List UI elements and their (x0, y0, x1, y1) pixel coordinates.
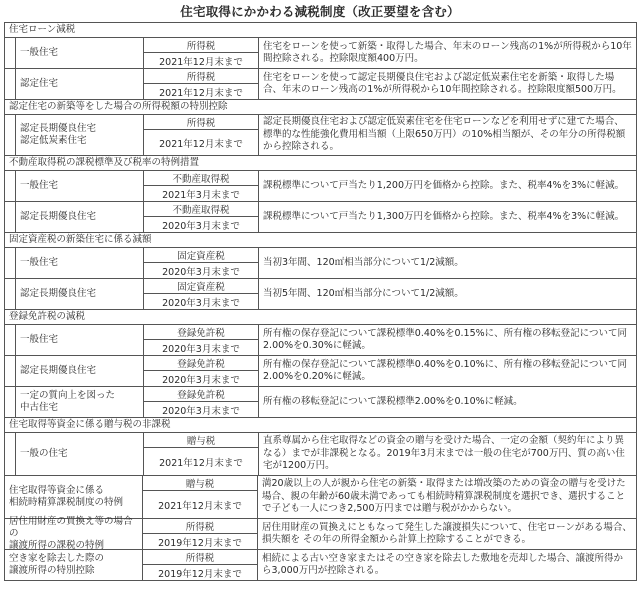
row-description: 居住用財産の買換えにともなって発生した譲渡損失について、住宅ローンがある場合、損失額を その年の所得金額から計算上控除することができる。 (262, 521, 632, 545)
table-row (5, 387, 636, 418)
tax-deadline: 2020年3月末まで (162, 297, 240, 309)
tax-name: 贈与税 (143, 476, 257, 491)
table-row (5, 248, 636, 279)
tax-deadline: 2019年12月末まで (158, 537, 242, 549)
row-name: 居住用財産の買換え等の場合の 譲渡所得の課税の特例 (5, 519, 143, 549)
row-name: 住宅取得等資金に係る 相続時精算課税制度の特例 (5, 476, 143, 518)
row-description: 当初3年間、120㎡相当部分について1/2減額。 (263, 256, 464, 268)
row-description: 相続による古い空き家またはその空き家を除去した敷地を売却した場合、譲渡所得から3,000万円が控除される。 (262, 552, 624, 576)
tax-deadline: 2021年12月末まで (159, 138, 243, 150)
row-description: 課税標準について戸当たり1,300万円を価格から控除。また、税率4%を3%に軽減。 (263, 210, 625, 222)
section-heading: 住宅ローン減税 (5, 23, 636, 38)
row-description: 当初5年間、120㎡相当部分について1/2減額。 (263, 287, 464, 299)
row-name: 空き家を除去した際の 譲渡所得の特別控除 (5, 550, 143, 580)
row-description: 所有権の保存登記について課税標準0.40%を0.10%に、所有権の移転登記について同2.00%を0.20%に軽減。 (263, 358, 627, 382)
section-heading: 認定住宅の新築等をした場合の所得税額の特別控除 (5, 100, 636, 115)
row-description: 課税標準について戸当たり1,200万円を価格から控除。また、税率4%を3%に軽減。 (263, 179, 625, 191)
table-row (5, 476, 636, 519)
tax-deadline: 2020年3月末まで (162, 405, 240, 417)
tax-deadline: 2021年3月末まで (162, 189, 240, 201)
tax-name: 所得税 (143, 519, 257, 534)
tax-name: 不動産取得税 (144, 202, 258, 217)
tax-name: 所得税 (143, 550, 257, 565)
row-description: 満20歳以上の人が親から住宅の新築・取得または増改築のための資金の贈与を受けた場合、親の年齢が60歳未満であっても相続時精算課税制度を選択でき、選択することで子ども一人につき2,500万円までは贈与税がかからない。 (262, 478, 626, 515)
table-row (5, 433, 636, 476)
table-row (5, 171, 636, 202)
row-name: 一般住宅 (16, 248, 144, 278)
tax-name: 登録免許税 (144, 387, 258, 402)
tax-name: 登録免許税 (144, 356, 258, 371)
tax-name: 登録免許税 (144, 325, 258, 340)
page-title: 住宅取得にかかわる減税制度（改正要望を含む） (180, 4, 460, 19)
tax-deadline: 2020年3月末まで (162, 220, 240, 232)
section-heading: 固定資産税の新築住宅に係る減額 (5, 233, 636, 248)
table-row (5, 516, 636, 551)
row-name: 一定の質向上を図った 中古住宅 (16, 387, 144, 417)
row-name: 認定長期優良住宅 認定低炭素住宅 (16, 115, 144, 155)
table-row (5, 550, 636, 581)
section-heading: 登録免許税の減税 (5, 310, 636, 325)
section-heading: 不動産取得税の課税標準及び税率の特例措置 (5, 156, 636, 171)
row-description: 直系尊属から住宅取得などの資金の贈与を受けた場合、一定の金額（契約年により異なる）までが非課税となる。2019年3月末までは一般の住宅が700万円、質の高い住宅が1200万円。 (263, 435, 625, 472)
tax-deadline: 2019年12月末まで (158, 568, 242, 580)
table-row (5, 325, 636, 356)
row-description: 認定長期優良住宅および認定低炭素住宅を住宅ローンなどを利用せずに建てた場合、標準的な性能強化費用相当額（上限650万円）の10%相当額が、その年分の所得税額から控除される。 (263, 116, 626, 153)
tax-deadline: 2021年12月末まで (159, 457, 243, 469)
row-name: 一般住宅 (16, 171, 144, 201)
table-row (5, 202, 636, 233)
row-description: 住宅をローンを使って新築・取得した場合、年末のローン残高の1%が所得税から10年間控除される。控除限度額400万円。 (263, 40, 632, 64)
row-name: 一般住宅 (16, 325, 144, 355)
table-row (5, 38, 636, 69)
tax-deadline: 2020年3月末まで (162, 266, 240, 278)
tax-name: 所得税 (144, 69, 258, 84)
table-row (5, 69, 636, 100)
row-name: 一般の住宅 (16, 433, 144, 475)
row-name: 一般住宅 (16, 38, 144, 68)
section-heading: 住宅取得等資金に係る贈与税の非課税 (5, 418, 636, 433)
tax-name: 贈与税 (144, 433, 258, 448)
tax-deadline: 2020年3月末まで (162, 343, 240, 355)
table-row (5, 115, 636, 156)
table-row (5, 279, 636, 310)
row-name: 認定長期優良住宅 (16, 356, 144, 386)
row-description: 所有権の保存登記について課税標準0.40%を0.15%に、所有権の移転登記について同2.00%を0.30%に軽減。 (263, 327, 627, 351)
table-row (5, 356, 636, 387)
tax-deadline: 2021年12月末まで (159, 87, 243, 99)
tax-name: 不動産取得税 (144, 171, 258, 186)
tax-name: 固定資産税 (144, 248, 258, 263)
tax-name: 所得税 (144, 38, 258, 53)
row-description: 住宅をローンを使って認定長期優良住宅および認定低炭素住宅を新築・取得した場合、年末のローン残高の1%が所得税から10年間控除される。控除限度額500万円。 (263, 71, 622, 95)
row-name: 認定長期優良住宅 (16, 202, 144, 232)
tax-deadline: 2021年12月末まで (158, 500, 242, 512)
tax-table (4, 22, 637, 581)
tax-name: 固定資産税 (144, 279, 258, 294)
row-description: 所有権の移転登記について課税標準2.00%を0.10%に軽減。 (263, 395, 523, 407)
tax-deadline: 2021年12月末まで (159, 56, 243, 68)
tax-name: 所得税 (144, 115, 258, 130)
tax-deadline: 2020年3月末まで (162, 374, 240, 386)
row-name: 認定住宅 (16, 69, 144, 99)
row-name: 認定長期優良住宅 (16, 279, 144, 309)
